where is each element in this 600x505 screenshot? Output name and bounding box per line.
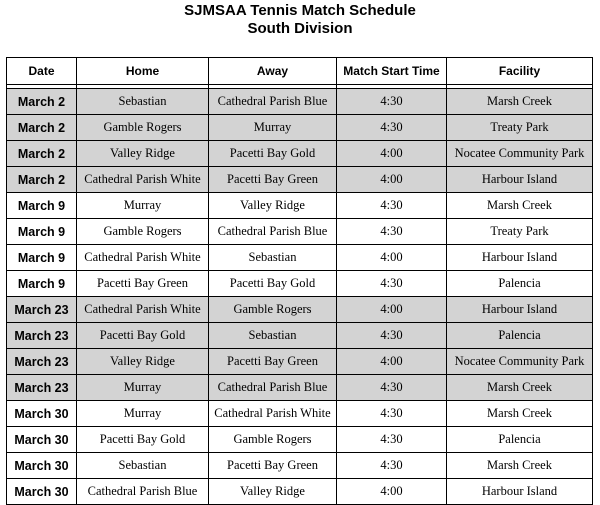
cell-time: 4:30 (337, 219, 447, 245)
cell-home: Gamble Rogers (77, 219, 209, 245)
table-row (7, 375, 593, 401)
cell-time: 4:30 (337, 375, 447, 401)
table-row (7, 141, 593, 167)
cell-home: Cathedral Parish White (77, 297, 209, 323)
table-row (7, 401, 593, 427)
cell-date: March 2 (7, 141, 77, 167)
page-title: SJMSAA Tennis Match Schedule (184, 2, 416, 19)
cell-facility: Marsh Creek (447, 401, 593, 427)
cell-time: 4:00 (337, 349, 447, 375)
cell-home: Murray (77, 375, 209, 401)
cell-away: Pacetti Bay Green (209, 349, 337, 375)
cell-facility: Harbour Island (447, 245, 593, 271)
cell-date: March 9 (7, 193, 77, 219)
cell-home: Sebastian (77, 453, 209, 479)
table-row (7, 297, 593, 323)
cell-facility: Harbour Island (447, 297, 593, 323)
cell-time: 4:00 (337, 245, 447, 271)
cell-facility: Palencia (447, 427, 593, 453)
cell-date: March 30 (7, 401, 77, 427)
column-header-facility: Facility (447, 58, 593, 85)
table-row (7, 167, 593, 193)
table-row (7, 427, 593, 453)
cell-date: March 23 (7, 323, 77, 349)
cell-away: Valley Ridge (209, 479, 337, 505)
cell-date: March 30 (7, 453, 77, 479)
cell-date: March 30 (7, 479, 77, 505)
cell-away: Gamble Rogers (209, 427, 337, 453)
cell-time: 4:30 (337, 115, 447, 141)
page-subtitle: South Division (247, 20, 353, 37)
column-header-time: Match Start Time (337, 58, 447, 85)
schedule-table (6, 57, 593, 505)
cell-date: March 2 (7, 89, 77, 115)
cell-time: 4:30 (337, 401, 447, 427)
cell-time: 4:00 (337, 479, 447, 505)
cell-away: Cathedral Parish Blue (209, 219, 337, 245)
cell-away: Pacetti Bay Green (209, 453, 337, 479)
cell-home: Valley Ridge (77, 349, 209, 375)
cell-home: Cathedral Parish White (77, 245, 209, 271)
cell-home: Sebastian (77, 89, 209, 115)
cell-time: 4:30 (337, 193, 447, 219)
cell-away: Sebastian (209, 245, 337, 271)
cell-time: 4:30 (337, 427, 447, 453)
cell-time: 4:30 (337, 453, 447, 479)
cell-facility: Nocatee Community Park (447, 141, 593, 167)
cell-away: Pacetti Bay Gold (209, 271, 337, 297)
cell-home: Cathedral Parish Blue (77, 479, 209, 505)
cell-away: Pacetti Bay Green (209, 167, 337, 193)
cell-date: March 23 (7, 297, 77, 323)
cell-away: Gamble Rogers (209, 297, 337, 323)
cell-facility: Harbour Island (447, 167, 593, 193)
cell-time: 4:30 (337, 323, 447, 349)
cell-facility: Harbour Island (447, 479, 593, 505)
cell-time: 4:00 (337, 141, 447, 167)
cell-home: Valley Ridge (77, 141, 209, 167)
cell-home: Pacetti Bay Green (77, 271, 209, 297)
cell-time: 4:00 (337, 297, 447, 323)
cell-date: March 9 (7, 245, 77, 271)
cell-away: Murray (209, 115, 337, 141)
cell-date: March 9 (7, 271, 77, 297)
table-row (7, 453, 593, 479)
cell-away: Cathedral Parish Blue (209, 375, 337, 401)
cell-home: Murray (77, 401, 209, 427)
table-row (7, 271, 593, 297)
cell-home: Gamble Rogers (77, 115, 209, 141)
table-row (7, 115, 593, 141)
cell-home: Cathedral Parish White (77, 167, 209, 193)
cell-time: 4:00 (337, 167, 447, 193)
cell-facility: Nocatee Community Park (447, 349, 593, 375)
cell-facility: Marsh Creek (447, 89, 593, 115)
cell-facility: Marsh Creek (447, 453, 593, 479)
cell-date: March 23 (7, 349, 77, 375)
cell-away: Sebastian (209, 323, 337, 349)
cell-facility: Palencia (447, 271, 593, 297)
column-header-away: Away (209, 58, 337, 85)
cell-time: 4:30 (337, 271, 447, 297)
cell-date: March 30 (7, 427, 77, 453)
column-header-date: Date (7, 58, 77, 85)
table-row (7, 245, 593, 271)
schedule-body (7, 85, 593, 505)
table-row (7, 323, 593, 349)
cell-facility: Palencia (447, 323, 593, 349)
table-row (7, 349, 593, 375)
cell-date: March 23 (7, 375, 77, 401)
cell-time: 4:30 (337, 89, 447, 115)
cell-home: Pacetti Bay Gold (77, 427, 209, 453)
cell-facility: Marsh Creek (447, 193, 593, 219)
cell-date: March 2 (7, 115, 77, 141)
table-row (7, 193, 593, 219)
table-row (7, 89, 593, 115)
cell-date: March 2 (7, 167, 77, 193)
cell-away: Valley Ridge (209, 193, 337, 219)
table-row (7, 479, 593, 505)
table-header-row (7, 58, 593, 85)
cell-home: Pacetti Bay Gold (77, 323, 209, 349)
cell-home: Murray (77, 193, 209, 219)
column-header-home: Home (77, 58, 209, 85)
cell-away: Pacetti Bay Gold (209, 141, 337, 167)
cell-facility: Marsh Creek (447, 375, 593, 401)
cell-away: Cathedral Parish White (209, 401, 337, 427)
cell-date: March 9 (7, 219, 77, 245)
cell-facility: Treaty Park (447, 115, 593, 141)
table-row (7, 219, 593, 245)
cell-away: Cathedral Parish Blue (209, 89, 337, 115)
cell-facility: Treaty Park (447, 219, 593, 245)
